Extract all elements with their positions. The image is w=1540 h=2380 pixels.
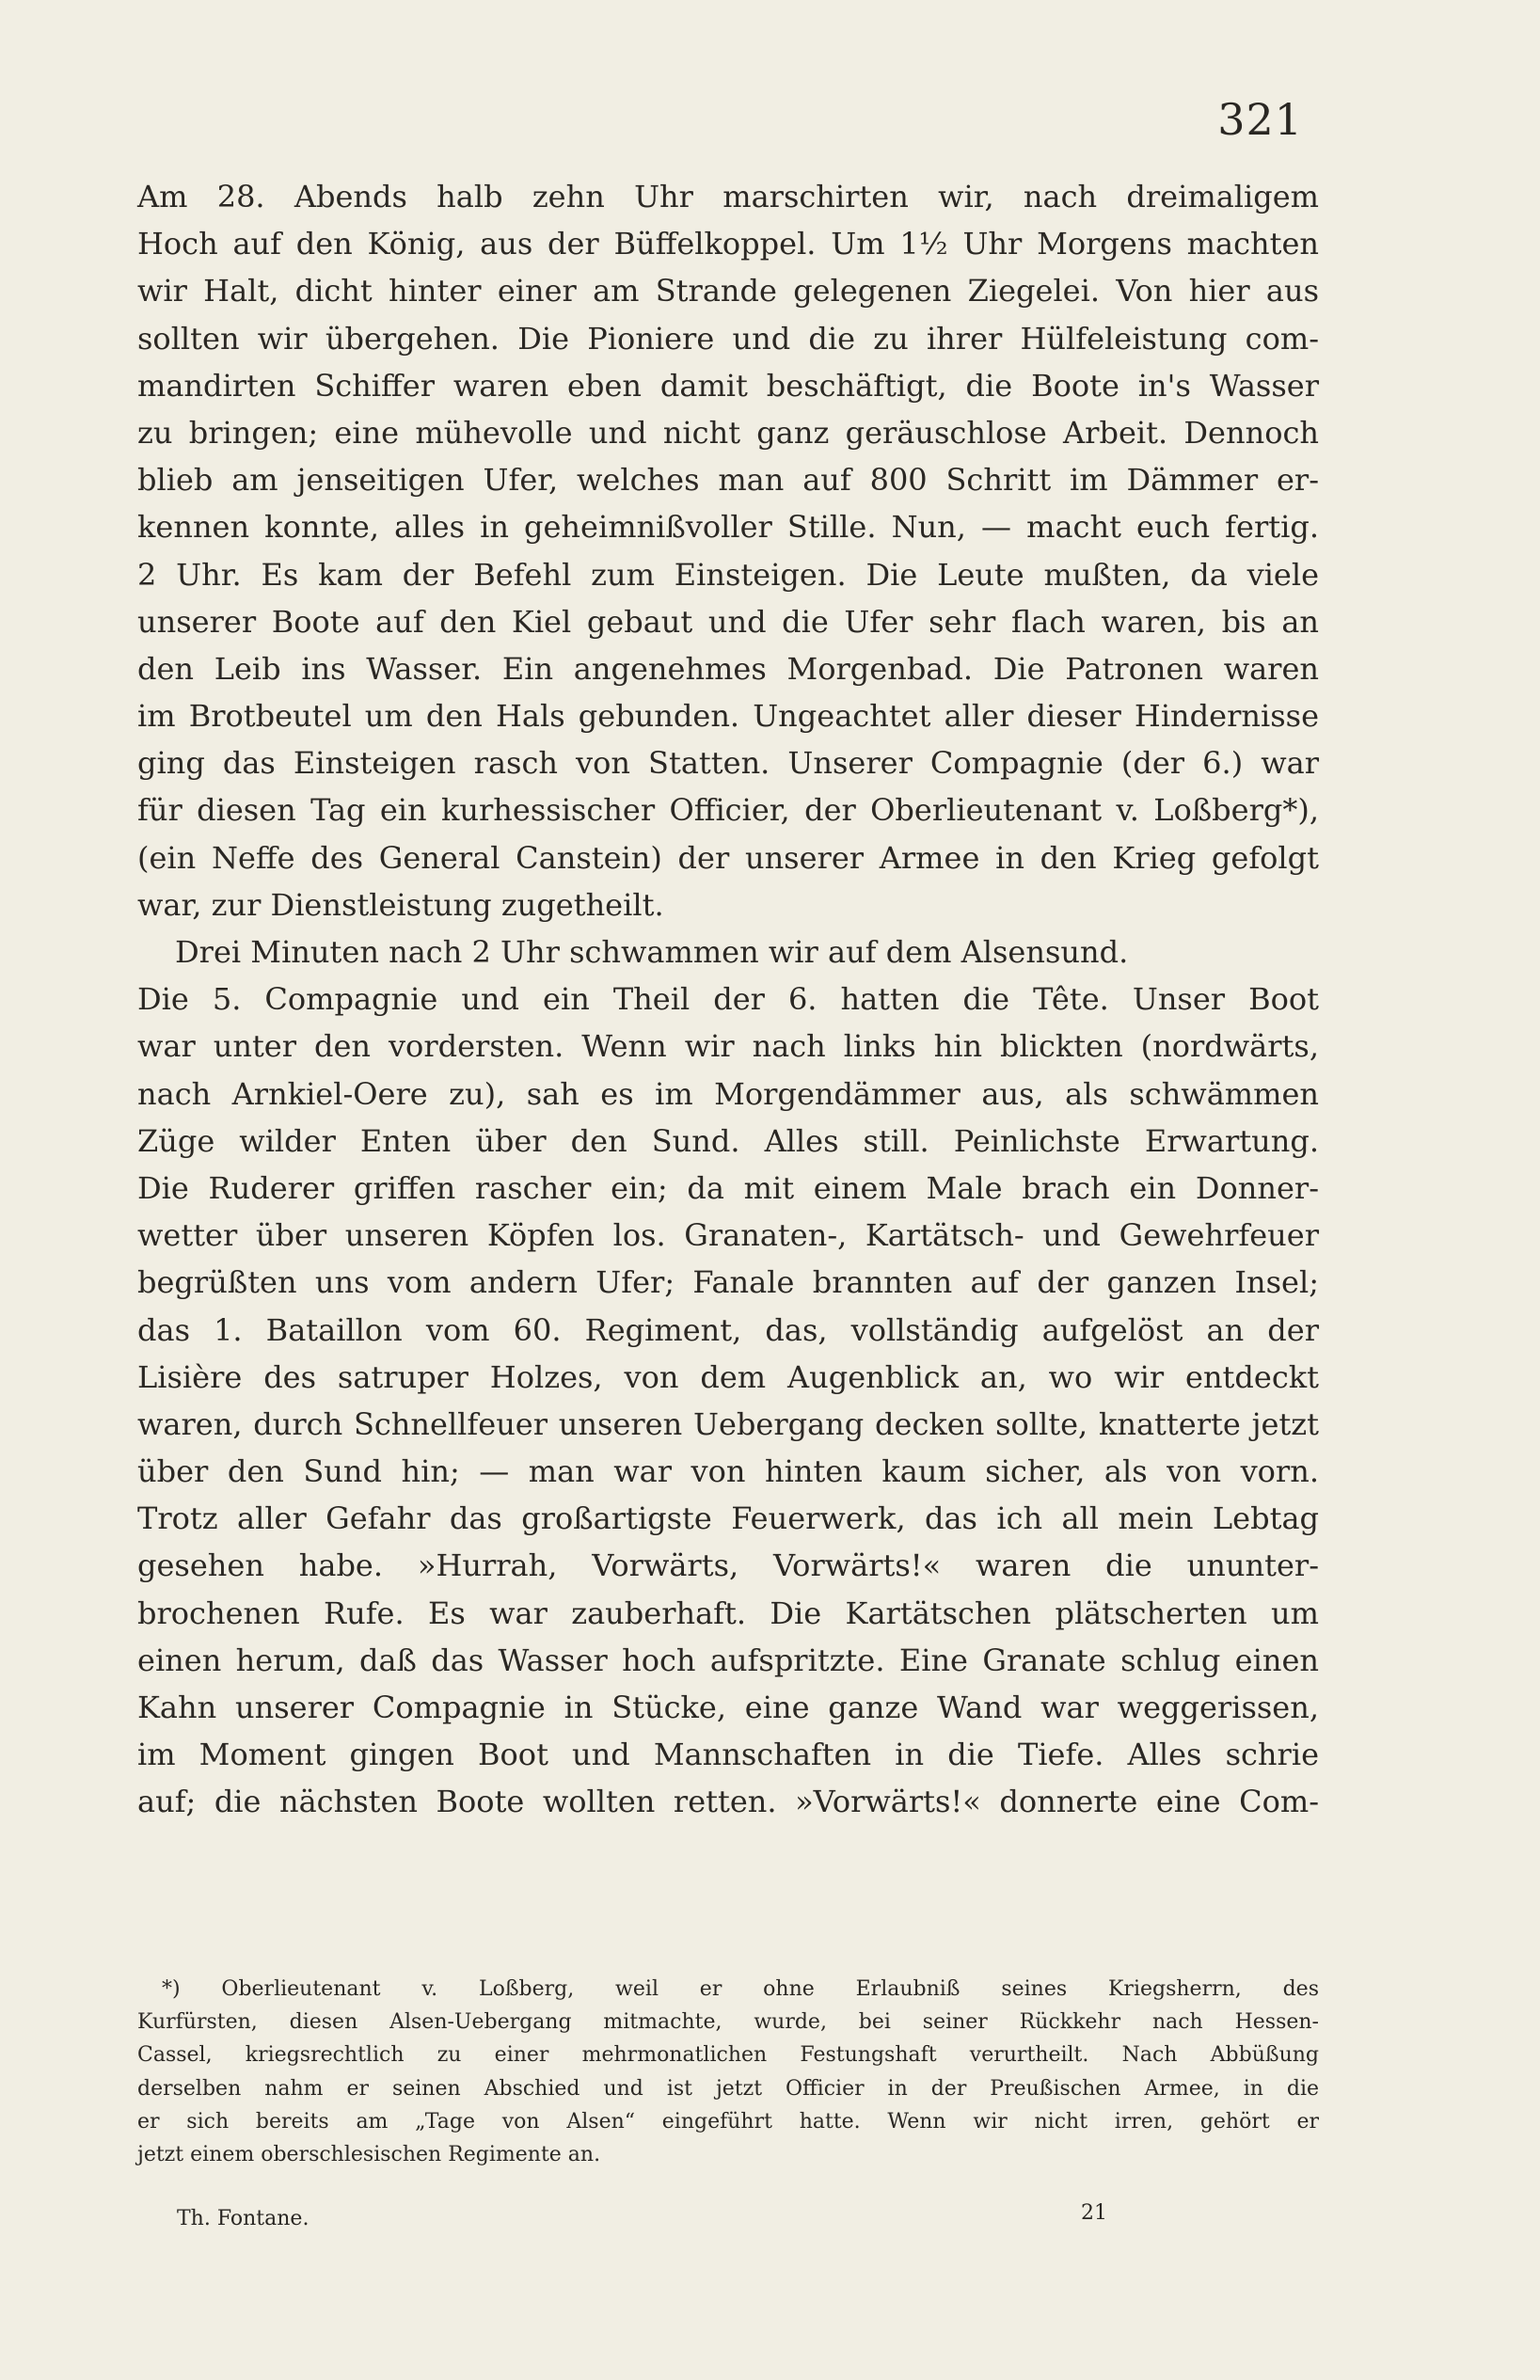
- text-line: Trotz aller Gefahr das großartigste Feuerwerk, das ich all mein Lebtag: [137, 1500, 1319, 1537]
- footnote: [137, 1973, 1319, 2171]
- text-line: sollten wir übergehen. Die Pioniere und die zu ihrer Hülfeleistung com-: [137, 320, 1319, 357]
- page-number: 321: [1217, 94, 1303, 145]
- body-text: [137, 173, 1319, 1826]
- text-line: Drei Minuten nach 2 Uhr schwammen wir auf dem Alsensund.: [175, 934, 1129, 970]
- signature-row: [137, 2201, 1319, 2245]
- footnote-line: Kurfürsten, diesen Alsen-Uebergang mitmachte, wurde, bei seiner Rückkehr nach Hessen-: [137, 2010, 1319, 2035]
- text-line: im Moment gingen Boot und Mannschaften in die Tiefe. Alles schrie: [137, 1737, 1319, 1773]
- text-line: Lisière des satruper Holzes, von dem Augenblick an, wo wir entdeckt: [137, 1358, 1319, 1395]
- text-line: 2 Uhr. Es kam der Befehl zum Einsteigen. Die Leute mußten, da viele: [137, 556, 1319, 593]
- footnote-line: Cassel, kriegsrechtlich zu einer mehrmonatlichen Festungshaft verurtheilt. Nach Abbüßung: [137, 2043, 1319, 2068]
- text-line: Am 28. Abends halb zehn Uhr marschirten wir, nach dreimaligem: [137, 179, 1319, 214]
- text-line: einen herum, daß das Wasser hoch aufspritzte. Eine Granate schlug einen: [137, 1642, 1319, 1678]
- text-line: wetter über unseren Köpfen los. Granaten-, Kartätsch- und Gewehrfeuer: [137, 1217, 1319, 1254]
- text-line: unserer Boote auf den Kiel gebaut und die Ufer sehr flach waren, bis an: [137, 603, 1319, 640]
- text-line: im Brotbeutel um den Hals gebunden. Ungeachtet aller dieser Hindernisse: [137, 698, 1319, 735]
- footnote-line: jetzt einem oberschlesischen Regimente an.: [137, 2142, 601, 2166]
- footnote-line: *) Oberlieutenant v. Loßberg, weil er ohne Erlaubniß seines Kriegsherrn, des: [162, 1977, 1319, 2001]
- text-line: ging das Einsteigen rasch von Statten. Unserer Compagnie (der 6.) war: [137, 745, 1319, 782]
- text-line: wir Halt, dicht hinter einer am Strande gelegenen Ziegelei. Von hier aus: [137, 273, 1319, 309]
- printer-signature-sheet: 21: [1081, 2201, 1107, 2225]
- text-line: war unter den vordersten. Wenn wir nach links hin blickten (nordwärts,: [137, 1028, 1319, 1065]
- footnote-line: er sich bereits am „Tage von Alsen“ eingeführt hatte. Wenn wir nicht irren, gehört er: [137, 2109, 1319, 2134]
- text-line: nach Arnkiel-Oere zu), sah es im Morgendämmer aus, als schwämmen: [137, 1075, 1319, 1112]
- text-line: zu bringen; eine mühevolle und nicht ganz geräuschlose Arbeit. Dennoch: [137, 414, 1319, 451]
- text-line: begrüßten uns vom andern Ufer; Fanale brannten auf der ganzen Insel;: [137, 1264, 1319, 1301]
- text-line: Die 5. Compagnie und ein Theil der 6. hatten die Tête. Unser Boot: [137, 981, 1319, 1018]
- text-line: brochenen Rufe. Es war zauberhaft. Die Kartätschen plätscherten um: [137, 1595, 1319, 1631]
- footnote-line: derselben nahm er seinen Abschied und ist jetzt Officier in der Preußischen Armee, in die: [137, 2076, 1319, 2101]
- text-line: war, zur Dienstleistung zugetheilt.: [137, 886, 664, 923]
- text-line: über den Sund hin; — man war von hinten kaum sicher, als von vorn.: [137, 1453, 1319, 1490]
- printer-signature-author: Th. Fontane.: [177, 2207, 310, 2230]
- text-line: für diesen Tag ein kurhessischer Officier, der Oberlieutenant v. Loßberg*),: [137, 792, 1319, 829]
- text-line: mandirten Schiffer waren eben damit beschäftigt, die Boote in's Wasser: [137, 367, 1319, 404]
- text-line: das 1. Bataillon vom 60. Regiment, das, vollständig aufgelöst an der: [137, 1311, 1319, 1348]
- text-line: auf; die nächsten Boote wollten retten. »Vorwärts!« donnerte eine Com-: [137, 1784, 1319, 1820]
- text-line: blieb am jenseitigen Ufer, welches man auf 800 Schritt im Dämmer er-: [137, 462, 1319, 499]
- text-line: (ein Neffe des General Canstein) der unserer Armee in den Krieg gefolgt: [137, 839, 1319, 876]
- text-line: kennen konnte, alles in geheimnißvoller Stille. Nun, — macht euch fertig.: [137, 509, 1319, 546]
- text-line: den Leib ins Wasser. Ein angenehmes Morgenbad. Die Patronen waren: [137, 650, 1319, 687]
- text-line: Kahn unserer Compagnie in Stücke, eine ganze Wand war weggerissen,: [137, 1690, 1319, 1725]
- text-line: gesehen habe. »Hurrah, Vorwärts, Vorwärts!« waren die ununter-: [137, 1547, 1319, 1584]
- text-line: Hoch auf den König, aus der Büffelkoppel. Um 1½ Uhr Morgens machten: [137, 226, 1319, 262]
- text-line: Die Ruderer griffen rascher ein; da mit einem Male brach ein Donner-: [137, 1169, 1319, 1206]
- text-line: waren, durch Schnellfeuer unseren Uebergang decken sollte, knatterte jetzt: [137, 1405, 1319, 1442]
- text-line: Züge wilder Enten über den Sund. Alles still. Peinlichste Erwartung.: [137, 1122, 1319, 1159]
